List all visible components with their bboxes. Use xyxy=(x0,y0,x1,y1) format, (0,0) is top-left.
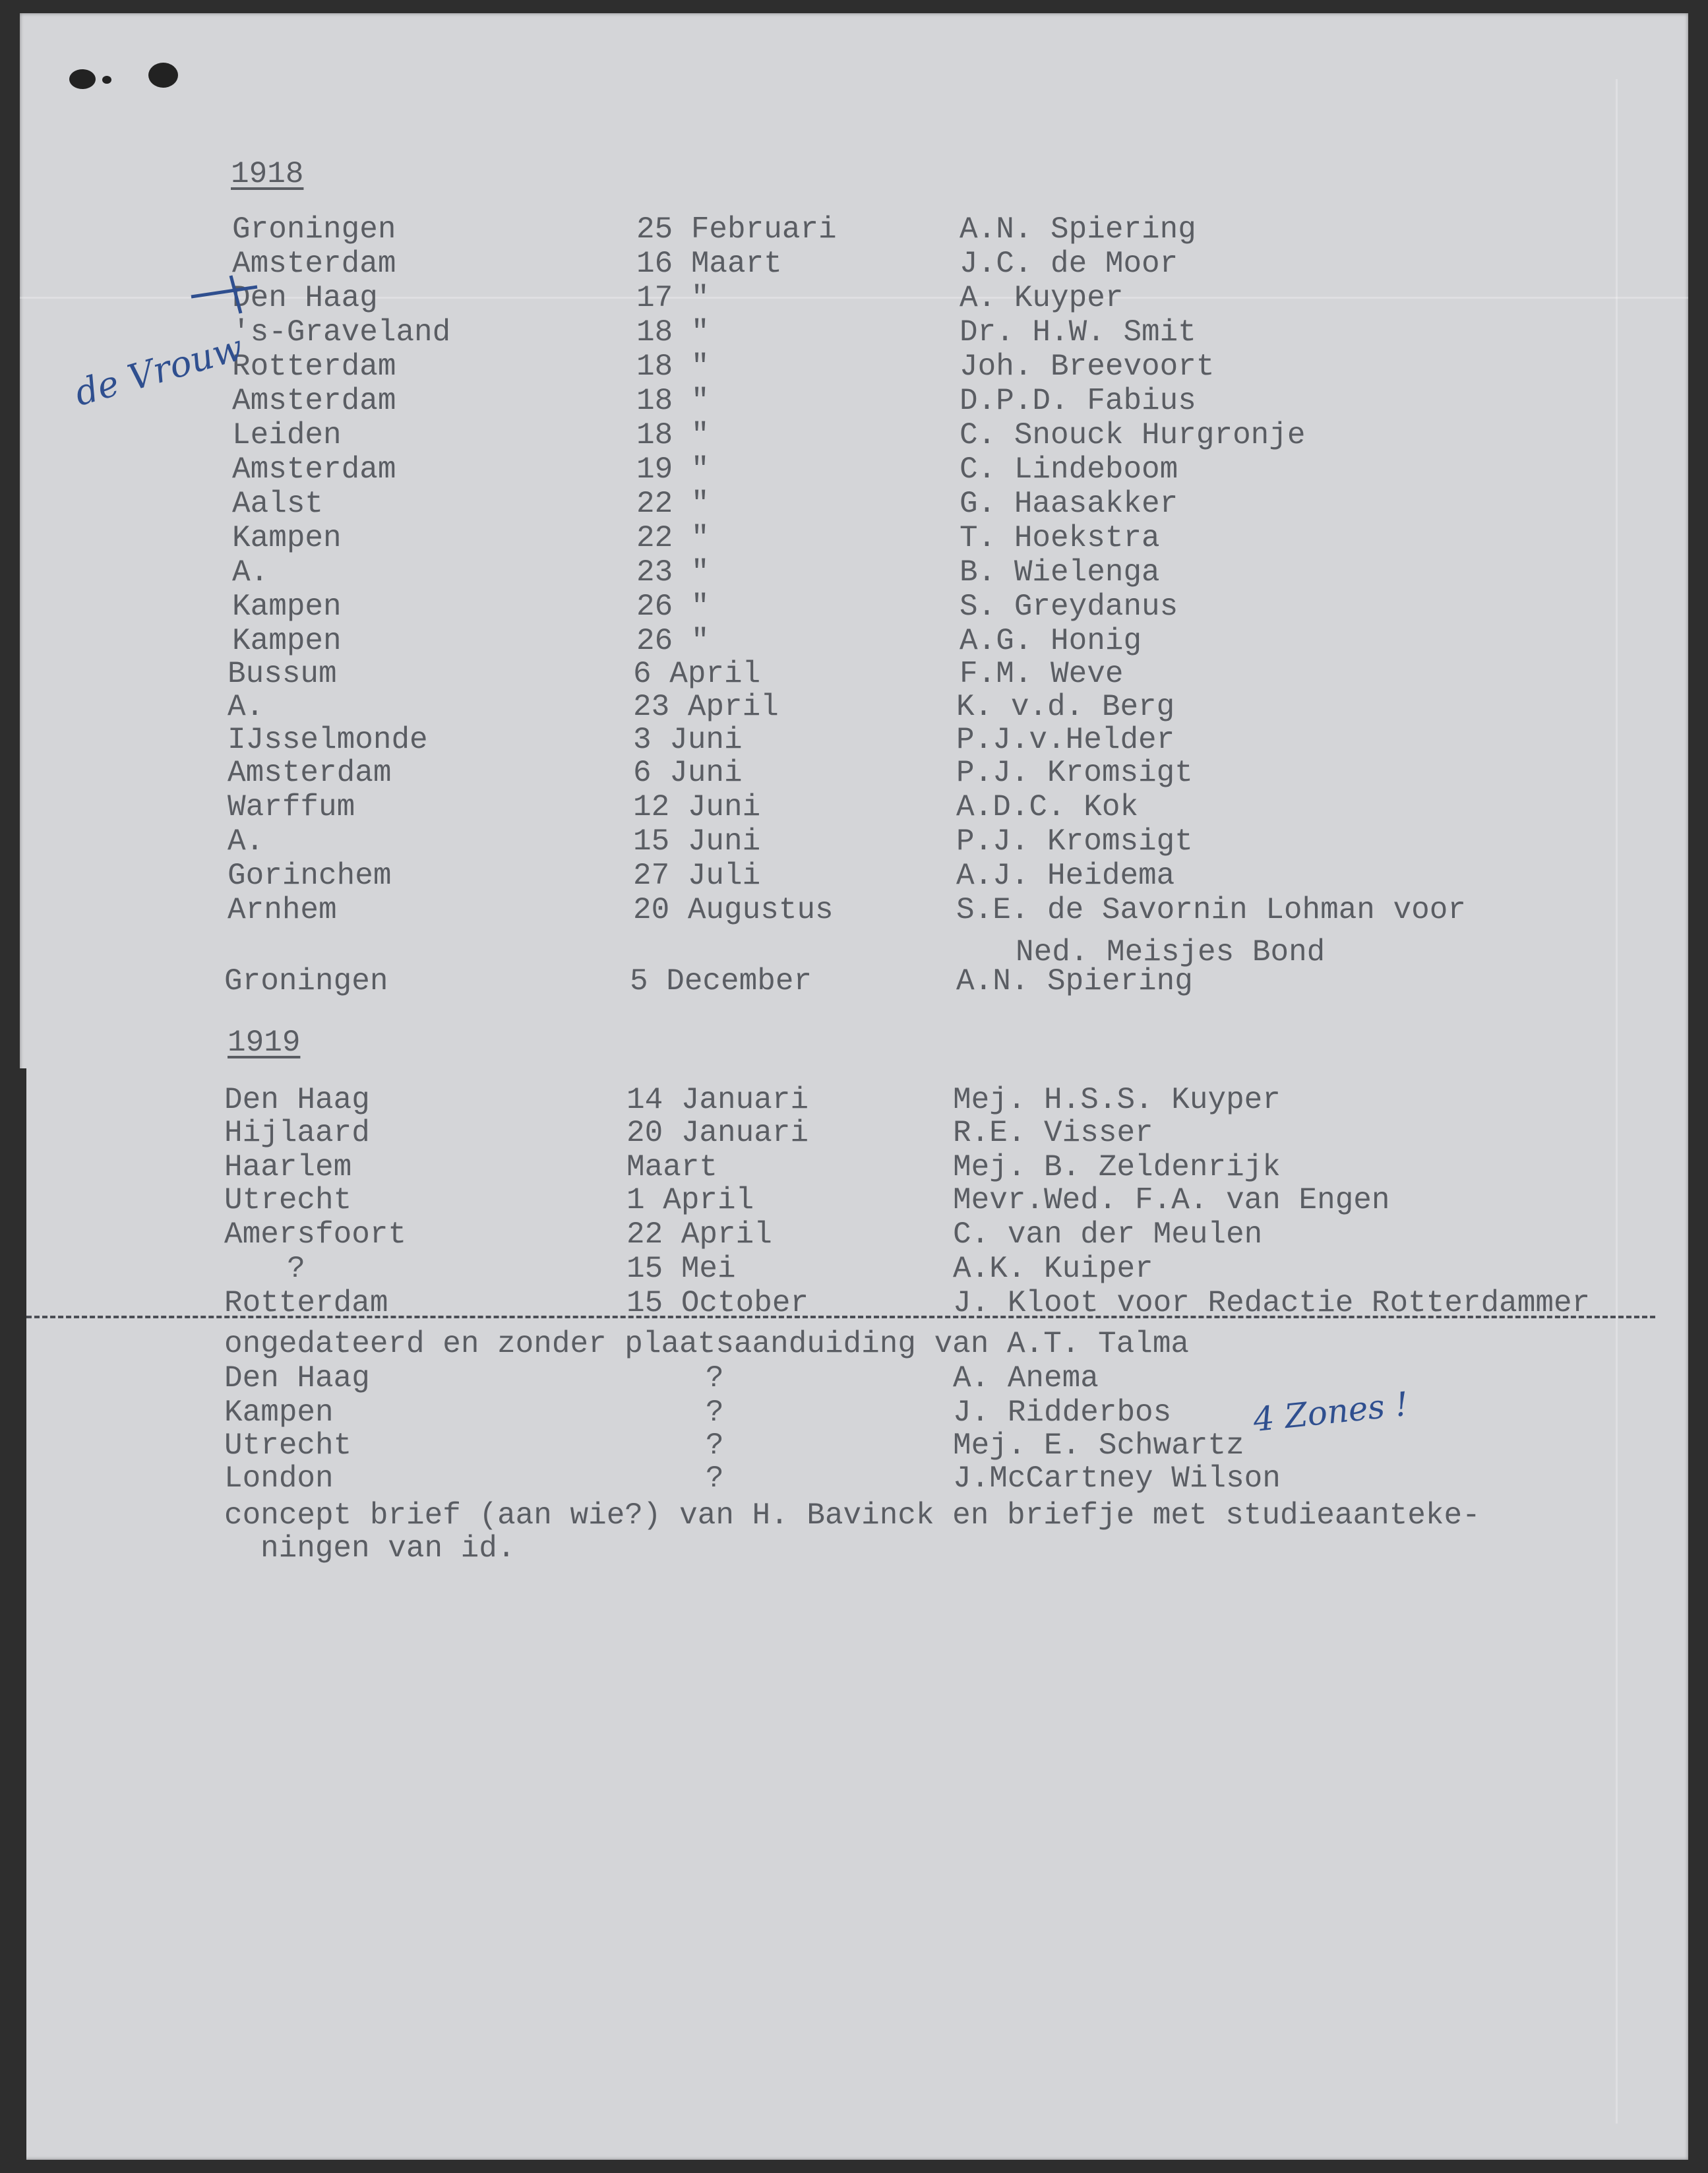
date-cell: ? xyxy=(706,1428,724,1463)
place-cell: Warffum xyxy=(228,790,355,824)
name-cell: C. Lindeboom xyxy=(960,452,1178,487)
name-cell: Mevr.Wed. F.A. van Engen xyxy=(953,1183,1390,1217)
place-cell: Utrecht xyxy=(224,1183,352,1217)
table-row xyxy=(0,1361,1708,1395)
name-cell: J.McCartney Wilson xyxy=(953,1461,1281,1496)
date-cell: 18 " xyxy=(636,418,710,452)
name-cell: G. Haasakker xyxy=(960,487,1178,521)
date-cell: 1 April xyxy=(626,1183,754,1217)
date-cell: 26 " xyxy=(636,590,710,624)
table-row xyxy=(0,350,1708,384)
place-cell: Haarlem xyxy=(224,1150,352,1184)
date-cell: 15 Juni xyxy=(633,824,761,859)
place-cell: Gorinchem xyxy=(228,859,392,893)
date-cell: 5 December xyxy=(630,964,812,998)
place-cell: Kampen xyxy=(232,521,342,555)
name-cell: A.N. Spiering xyxy=(960,212,1196,247)
table-row xyxy=(0,790,1708,824)
table-row xyxy=(0,1083,1708,1117)
date-cell: 14 Januari xyxy=(626,1083,809,1117)
name-cell: A. Anema xyxy=(953,1361,1099,1395)
table-row xyxy=(0,384,1708,418)
table-row xyxy=(0,756,1708,790)
date-cell: 3 Juni xyxy=(633,723,743,757)
table-row xyxy=(0,1461,1708,1496)
date-cell: 16 Maart xyxy=(636,247,782,281)
table-row xyxy=(0,893,1708,927)
name-continuation: Ned. Meisjes Bond xyxy=(1016,935,1326,969)
name-cell: F.M. Weve xyxy=(960,657,1124,691)
date-cell: Maart xyxy=(626,1150,718,1184)
year-heading-1919: 1919 xyxy=(228,1025,301,1060)
place-cell: A. xyxy=(228,690,264,724)
place-cell: Utrecht xyxy=(224,1428,352,1463)
name-cell: P.J.v.Helder xyxy=(956,723,1175,757)
table-row xyxy=(0,690,1708,724)
name-cell: Mej. H.S.S. Kuyper xyxy=(953,1083,1281,1117)
name-cell: A.G. Honig xyxy=(960,624,1142,658)
name-cell: T. Hoekstra xyxy=(960,521,1160,555)
table-row xyxy=(0,1428,1708,1463)
name-cell: B. Wielenga xyxy=(960,555,1160,590)
name-cell: K. v.d. Berg xyxy=(956,690,1175,724)
place-cell: Kampen xyxy=(224,1395,334,1430)
place-cell: Arnhem xyxy=(228,893,337,927)
name-cell: C. Snouck Hurgronje xyxy=(960,418,1306,452)
place-cell: Amsterdam xyxy=(228,756,392,790)
place-cell: Amsterdam xyxy=(232,384,396,418)
place-cell: Rotterdam xyxy=(232,350,396,384)
date-cell: 25 Februari xyxy=(636,212,837,247)
place-cell: Hijlaard xyxy=(224,1116,370,1150)
table-row xyxy=(0,212,1708,247)
table-row xyxy=(0,418,1708,452)
date-cell: 6 Juni xyxy=(633,756,743,790)
footer-line: concept brief (aan wie?) van H. Bavinck en briefje met studieaanteke- xyxy=(224,1498,1480,1533)
name-cell: Mej. B. Zeldenrijk xyxy=(953,1150,1281,1184)
date-cell: 17 " xyxy=(636,281,710,315)
name-cell: J.C. de Moor xyxy=(960,247,1178,281)
name-cell: A.N. Spiering xyxy=(956,964,1193,998)
table-row xyxy=(0,1395,1708,1430)
date-cell: ? xyxy=(706,1361,724,1395)
date-cell: 27 Juli xyxy=(633,859,761,893)
place-cell: Amersfoort xyxy=(224,1217,407,1252)
place-cell: A. xyxy=(228,824,264,859)
name-cell: S.E. de Savornin Lohman voor xyxy=(956,893,1466,927)
date-cell: 15 Mei xyxy=(626,1252,736,1286)
date-cell: 20 Januari xyxy=(626,1116,809,1150)
place-cell: Aalst xyxy=(232,487,324,521)
date-cell: 23 April xyxy=(633,690,779,724)
handwritten-margin-note: de Vrouw xyxy=(70,326,248,414)
name-cell: D.P.D. Fabius xyxy=(960,384,1196,418)
place-cell: Groningen xyxy=(232,212,396,247)
date-cell: 18 " xyxy=(636,315,710,350)
table-row xyxy=(0,1252,1708,1286)
table-row xyxy=(0,624,1708,658)
table-row xyxy=(0,555,1708,590)
table-row xyxy=(0,1116,1708,1150)
table-row xyxy=(0,723,1708,757)
table-row xyxy=(0,521,1708,555)
place-cell: Kampen xyxy=(232,624,342,658)
name-cell: Mej. E. Schwartz xyxy=(953,1428,1244,1463)
date-cell: 26 " xyxy=(636,624,710,658)
footer-line: ningen van id. xyxy=(260,1531,516,1566)
handwritten-ridderbos-note: 4 Zones ! xyxy=(1251,1384,1411,1440)
place-cell: Kampen xyxy=(232,590,342,624)
table-row xyxy=(0,590,1708,624)
place-cell: 's-Graveland xyxy=(232,315,451,350)
name-cell: S. Greydanus xyxy=(960,590,1178,624)
undated-heading: ongedateerd en zonder plaatsaanduiding van A.T. Talma xyxy=(224,1327,1190,1361)
table-row xyxy=(0,1183,1708,1217)
name-cell: P.J. Kromsigt xyxy=(956,756,1193,790)
place-cell: Bussum xyxy=(228,657,337,691)
year-heading-1918: 1918 xyxy=(231,157,304,191)
table-row xyxy=(0,487,1708,521)
name-cell: R.E. Visser xyxy=(953,1116,1153,1150)
date-cell: 15 October xyxy=(626,1286,809,1320)
name-cell: Joh. Breevoort xyxy=(960,350,1215,384)
date-cell: 23 " xyxy=(636,555,710,590)
date-cell: 22 April xyxy=(626,1217,772,1252)
name-cell: A.D.C. Kok xyxy=(956,790,1139,824)
place-cell: Den Haag xyxy=(224,1361,370,1395)
table-row xyxy=(0,964,1708,998)
date-cell: 18 " xyxy=(636,350,710,384)
place-cell: Amsterdam xyxy=(232,247,396,281)
table-row xyxy=(0,1150,1708,1184)
place-cell: A. xyxy=(232,555,269,590)
date-cell: 22 " xyxy=(636,487,710,521)
name-cell: Dr. H.W. Smit xyxy=(960,315,1196,350)
name-cell: J. Kloot voor Redactie Rotterdammer xyxy=(953,1286,1591,1320)
place-cell: Groningen xyxy=(224,964,388,998)
date-cell: 22 " xyxy=(636,521,710,555)
date-cell: 6 April xyxy=(633,657,761,691)
place-cell: Leiden xyxy=(232,418,342,452)
table-row xyxy=(0,452,1708,487)
name-cell: P.J. Kromsigt xyxy=(956,824,1193,859)
table-row xyxy=(0,859,1708,893)
date-cell: ? xyxy=(706,1461,724,1496)
name-cell: A.K. Kuiper xyxy=(953,1252,1153,1286)
table-row xyxy=(0,1217,1708,1252)
date-cell: 20 Augustus xyxy=(633,893,834,927)
place-cell: IJsselmonde xyxy=(228,723,428,757)
pen-mark-icon xyxy=(185,270,264,323)
date-cell: 19 " xyxy=(636,452,710,487)
place-cell: Den Haag xyxy=(224,1083,370,1117)
date-cell: ? xyxy=(706,1395,724,1430)
name-cell: J. Ridderbos xyxy=(953,1395,1172,1430)
table-row xyxy=(0,657,1708,691)
place-cell: Rotterdam xyxy=(224,1286,388,1320)
place-cell: London xyxy=(224,1461,334,1496)
name-cell: A. Kuyper xyxy=(960,281,1124,315)
name-cell: C. van der Meulen xyxy=(953,1217,1263,1252)
place-cell: Den Haag xyxy=(232,281,378,315)
date-cell: 12 Juni xyxy=(633,790,761,824)
place-cell: ? xyxy=(251,1252,305,1286)
table-row xyxy=(0,824,1708,859)
place-cell: Amsterdam xyxy=(232,452,396,487)
name-cell: A.J. Heidema xyxy=(956,859,1175,893)
date-cell: 18 " xyxy=(636,384,710,418)
dashed-separator xyxy=(26,1316,1655,1318)
